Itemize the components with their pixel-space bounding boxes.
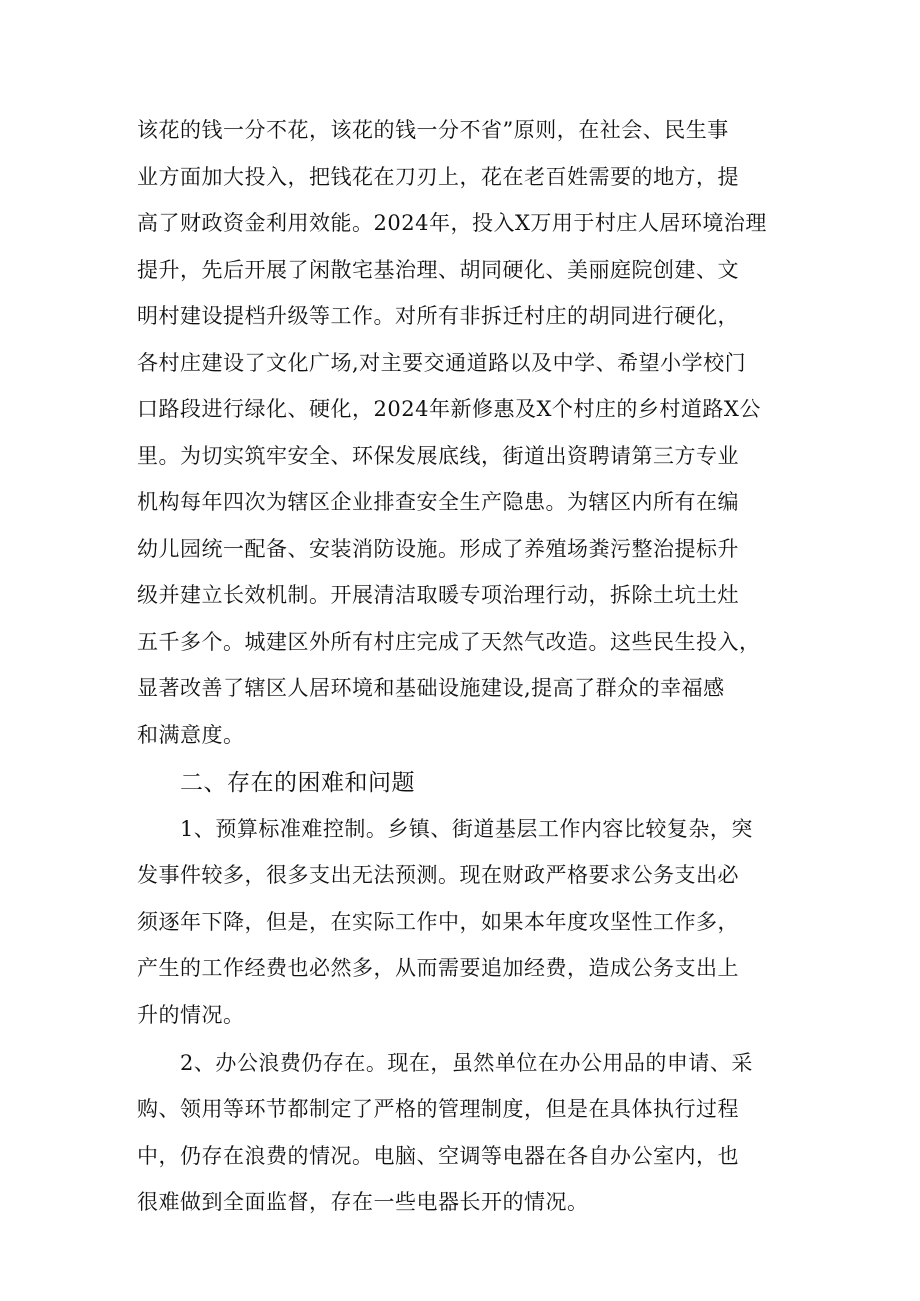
paragraph-line: 五千多个。城建区外所有村庄完成了天然气改造。这些民生投入， bbox=[137, 630, 761, 654]
paragraph-line: 高了财政资金利用效能。2024年，投入X万用于村庄人居环境治理 bbox=[137, 211, 767, 235]
paragraph-line: 很难做到全面监督，存在一些电器长开的情况。 bbox=[137, 1190, 589, 1214]
paragraph-line: 幼儿园统一配备、安装消防设施。形成了养殖场粪污整治提标升 bbox=[137, 537, 739, 561]
paragraph-line: 购、领用等环节都制定了严格的管理制度，但是在具体执行过程 bbox=[137, 1097, 739, 1121]
paragraph-line: 口路段进行绿化、硬化，2024年新修惠及X个村庄的乡村道路X公 bbox=[137, 397, 761, 421]
paragraph-line: 级并建立长效机制。开展清洁取暖专项治理行动，拆除土坑土灶 bbox=[137, 583, 739, 607]
paragraph-line: 升的情况。 bbox=[137, 1003, 245, 1027]
paragraph-line: 发事件较多，很多支出无法预测。现在财政严格要求公务支出必 bbox=[137, 863, 739, 887]
paragraph-line: 须逐年下降，但是，在实际工作中，如果本年度攻坚性工作多， bbox=[137, 910, 739, 934]
paragraph-line: 明村建设提档升级等工作。对所有非拆迁村庄的胡同进行硬化， bbox=[137, 304, 739, 328]
paragraph-line: 产生的工作经费也必然多，从而需要追加经费，造成公务支出上 bbox=[137, 956, 739, 980]
paragraph-line: 业方面加大投入，把钱花在刀刃上，花在老百姓需要的地方，提 bbox=[137, 165, 739, 189]
paragraph-line: 各村庄建设了文化广场,对主要交通道路以及中学、希望小学校门 bbox=[137, 351, 747, 375]
paragraph-line: 机构每年四次为辖区企业排查安全生产隐患。为辖区内所有在编 bbox=[137, 490, 739, 514]
paragraph-line: 1、预算标准难控制。乡镇、街道基层工作内容比较复杂，突 bbox=[180, 817, 753, 841]
paragraph-line: 里。为切实筑牢安全、环保发展底线，街道出资聘请第三方专业 bbox=[137, 444, 739, 468]
paragraph-line: 显著改善了辖区人居环境和基础设施建设,提高了群众的幸福感 bbox=[137, 676, 725, 700]
paragraph-line: 2、办公浪费仍存在。现在，虽然单位在办公用品的申请、采 bbox=[180, 1051, 753, 1075]
paragraph-line: 该花的钱一分不花，该花的钱一分不省”原则，在社会、民生事 bbox=[137, 118, 729, 142]
paragraph-line: 和满意度。 bbox=[137, 723, 245, 747]
section-heading: 二、存在的困难和问题 bbox=[180, 770, 415, 796]
paragraph-line: 中，仍存在浪费的情况。电脑、空调等电器在各自办公室内，也 bbox=[137, 1144, 739, 1168]
paragraph-line: 提升，先后开展了闲散宅基治理、胡同硬化、美丽庭院创建、文 bbox=[137, 258, 739, 282]
